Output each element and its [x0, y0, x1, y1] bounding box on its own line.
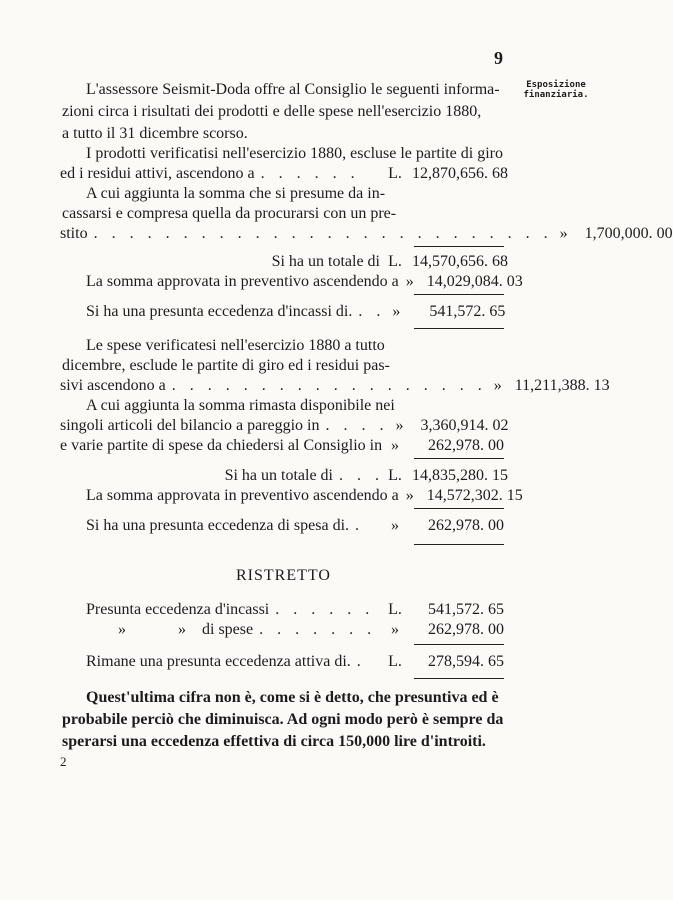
spese-total-row	[60, 466, 508, 486]
leader-dots: . . .	[339, 467, 384, 484]
double-rule	[414, 544, 504, 545]
leader-dots: .	[356, 653, 366, 670]
currency-mark: »	[395, 417, 404, 434]
row-label: di spese	[202, 621, 254, 638]
closing-line-1: Quest'ultima cifra non è, come si è detto, che presuntiva ed è	[86, 689, 499, 706]
row-label: La somma approvata in preventivo ascendendo a	[86, 487, 399, 504]
currency-mark: »	[392, 303, 401, 320]
ristretto-row-spese	[118, 620, 504, 640]
amount: 541,572. 65	[428, 601, 504, 618]
prodotti-row-residui	[60, 164, 508, 184]
currency-mark: »	[559, 225, 568, 242]
page-number: 9	[494, 48, 503, 68]
prodotti-para2-line-1: A cui aggiunta la somma che si presume da in-	[86, 185, 386, 202]
row-label: e varie partite di spese da chiedersi al Consiglio in	[60, 437, 383, 454]
amount: 1,700,000. 00	[584, 225, 673, 242]
spese-approved-row	[86, 486, 523, 506]
spese-excess-row	[86, 516, 504, 536]
currency-mark: L.	[388, 601, 402, 618]
ristretto-final-row	[86, 652, 504, 672]
currency-mark: »	[391, 437, 399, 454]
row-label: La somma approvata in preventivo ascendendo a	[86, 273, 399, 290]
spese-para-line-1: Le spese verificatesi nell'esercizio 1880 a tutto	[86, 337, 385, 354]
leader-dots: . . . . . .	[260, 165, 360, 182]
amount: 262,978. 00	[428, 517, 504, 534]
spese-row-consiglio	[60, 436, 504, 456]
row-label: singoli articoli del bilancio a pareggio in	[60, 417, 320, 434]
currency-mark: »	[405, 487, 414, 504]
intro-line-2: zioni circa i risultati dei prodotti e delle spese nell'esercizio 1880,	[62, 103, 482, 120]
leader-dots: . . . . . .	[275, 601, 375, 618]
prodotti-total-row	[60, 252, 508, 272]
closing-line-2: probabile perciò che diminuisca. Ad ogni modo però è sempre da	[62, 711, 504, 728]
amount: 12,870,656. 68	[412, 165, 508, 182]
sum-rule	[414, 294, 504, 295]
prodotti-row-prestito	[60, 224, 673, 244]
currency-mark: »	[493, 377, 502, 394]
amount: 262,978. 00	[428, 621, 504, 638]
spese-row-residui	[60, 376, 610, 396]
amount: 14,835,280. 15	[412, 467, 508, 484]
spese-para-line-2: dicembre, esclude le partite di giro ed i residui pas-	[62, 357, 390, 374]
currency-mark: L.	[388, 253, 402, 270]
ristretto-row-incassi	[86, 600, 504, 620]
margin-note	[516, 80, 596, 100]
amount: 14,029,084. 03	[426, 273, 523, 290]
prodotti-excess-row	[86, 302, 504, 322]
currency-mark: L.	[388, 467, 402, 484]
amount: 14,572,302. 15	[426, 487, 523, 504]
sum-rule	[414, 508, 504, 509]
row-label: stito	[60, 225, 88, 242]
ditto-mark: »	[178, 621, 186, 638]
currency-mark: L.	[388, 165, 402, 182]
prodotti-para2-line-2: cassarsi e compresa quella da procurarsi con un pre-	[62, 205, 397, 222]
sum-rule	[414, 458, 504, 459]
double-rule	[414, 678, 504, 679]
amount: 11,211,388. 13	[514, 377, 610, 394]
prodotti-para-line-1: I prodotti verificatisi nell'esercizio 1880, escluse le partite di giro	[86, 145, 503, 162]
leader-dots: .	[355, 517, 365, 534]
leader-dots: . . . . . . . . . . . . . . . . . .	[171, 377, 487, 394]
currency-mark: »	[391, 621, 399, 638]
spese-row-bilancio	[60, 416, 509, 436]
amount: 14,570,656. 68	[412, 253, 508, 270]
row-label: Si ha un totale di	[271, 253, 380, 270]
leader-dots: . . . . . . . . . . . . . . . . . . . . . . . . . .	[93, 225, 553, 242]
sum-rule	[414, 644, 504, 645]
margin-note-line-2: finanziaria.	[523, 90, 589, 100]
prodotti-approved-row	[86, 272, 523, 292]
ristretto-heading: RISTRETTO	[236, 567, 331, 584]
amount: 262,978. 00	[428, 437, 504, 454]
row-label: Si ha un totale di	[224, 467, 333, 484]
currency-mark: »	[391, 517, 399, 534]
amount: 3,360,914. 02	[420, 417, 509, 434]
double-rule	[414, 328, 504, 329]
amount: 278,594. 65	[428, 653, 504, 670]
intro-line-3: a tutto il 31 dicembre scorso.	[62, 125, 248, 142]
row-label: Si ha una presunta eccedenza di spesa di.	[86, 517, 350, 534]
row-label: Presunta eccedenza d'incassi	[86, 601, 270, 618]
leader-dots: . . . . . . .	[259, 621, 377, 638]
row-label: Si ha una presunta eccedenza d'incassi di.	[86, 303, 353, 320]
leader-dots: . .	[358, 303, 386, 320]
currency-mark: »	[405, 273, 414, 290]
row-label: sivi ascendono a	[60, 377, 166, 394]
row-label: Rimane una presunta eccedenza attiva di.	[86, 653, 351, 670]
spese-para2-line-1: A cui aggiunta la somma rimasta disponibile nei	[86, 397, 395, 414]
ditto-mark: »	[118, 621, 126, 638]
currency-mark: L.	[388, 653, 402, 670]
sum-rule	[414, 246, 504, 247]
amount: 541,572. 65	[429, 303, 506, 320]
leader-dots: . . . .	[325, 417, 389, 434]
closing-line-3: sperarsi una eccedenza effettiva di circa 150,000 lire d'introiti.	[62, 733, 486, 750]
printer-signature: 2	[60, 754, 67, 769]
intro-line-1: L'assessore Seismit-Doda offre al Consiglio le seguenti informa-	[86, 81, 500, 98]
row-label: ed i residui attivi, ascendono a	[60, 165, 255, 182]
margin-note-line-1: Esposizione	[526, 80, 586, 90]
